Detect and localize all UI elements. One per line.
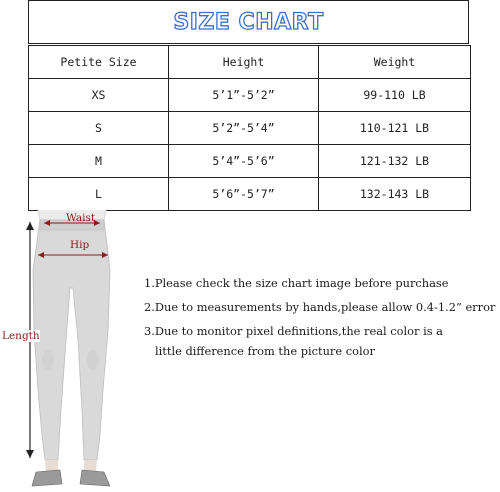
length-label: Length xyxy=(2,330,40,342)
leggings-illustration xyxy=(0,210,140,492)
weight-cell: 121-132 LB xyxy=(319,145,471,178)
table-header-row xyxy=(29,46,471,79)
leggings-shape xyxy=(33,220,110,460)
right-shoe-shape xyxy=(80,470,110,486)
note-3: 3.Due to monitor pixel definitions,the real color is a xyxy=(144,324,443,338)
header-petite-size: Petite Size xyxy=(29,46,169,79)
left-shoe-shape xyxy=(32,470,62,486)
height-cell: 5’4”-5’6” xyxy=(169,145,319,178)
header-weight: Weight xyxy=(319,46,471,79)
waist-label: Waist xyxy=(66,212,96,224)
leggings-figure xyxy=(0,210,140,492)
header-height: Height xyxy=(169,46,319,79)
title-box xyxy=(28,0,469,44)
note-1: 1.Please check the size chart image before purchase xyxy=(144,276,449,290)
left-knee-shading xyxy=(42,350,54,370)
hip-label: Hip xyxy=(70,239,90,251)
table-row xyxy=(29,112,471,145)
table-row xyxy=(29,145,471,178)
height-cell: 5’2”-5’4” xyxy=(169,112,319,145)
right-knee-shading xyxy=(87,350,99,370)
note-3-continued: little difference from the picture color xyxy=(155,344,375,358)
weight-cell: 110-121 LB xyxy=(319,112,471,145)
length-arrow-top xyxy=(26,222,34,230)
size-cell: XS xyxy=(29,79,169,112)
size-chart-title: SIZE CHART xyxy=(173,9,324,35)
height-cell: 5’6”-5’7” xyxy=(169,178,319,211)
height-cell: 5’1”-5’2” xyxy=(169,79,319,112)
size-cell: M xyxy=(29,145,169,178)
weight-cell: 132-143 LB xyxy=(319,178,471,211)
table-row xyxy=(29,79,471,112)
length-arrow-bottom xyxy=(26,450,34,458)
size-table xyxy=(28,45,471,211)
weight-cell: 99-110 LB xyxy=(319,79,471,112)
size-cell: L xyxy=(29,178,169,211)
table-row xyxy=(29,178,471,211)
size-cell: S xyxy=(29,112,169,145)
note-2: 2.Due to measurements by hands,please allow 0.4-1.2” error xyxy=(144,300,496,314)
